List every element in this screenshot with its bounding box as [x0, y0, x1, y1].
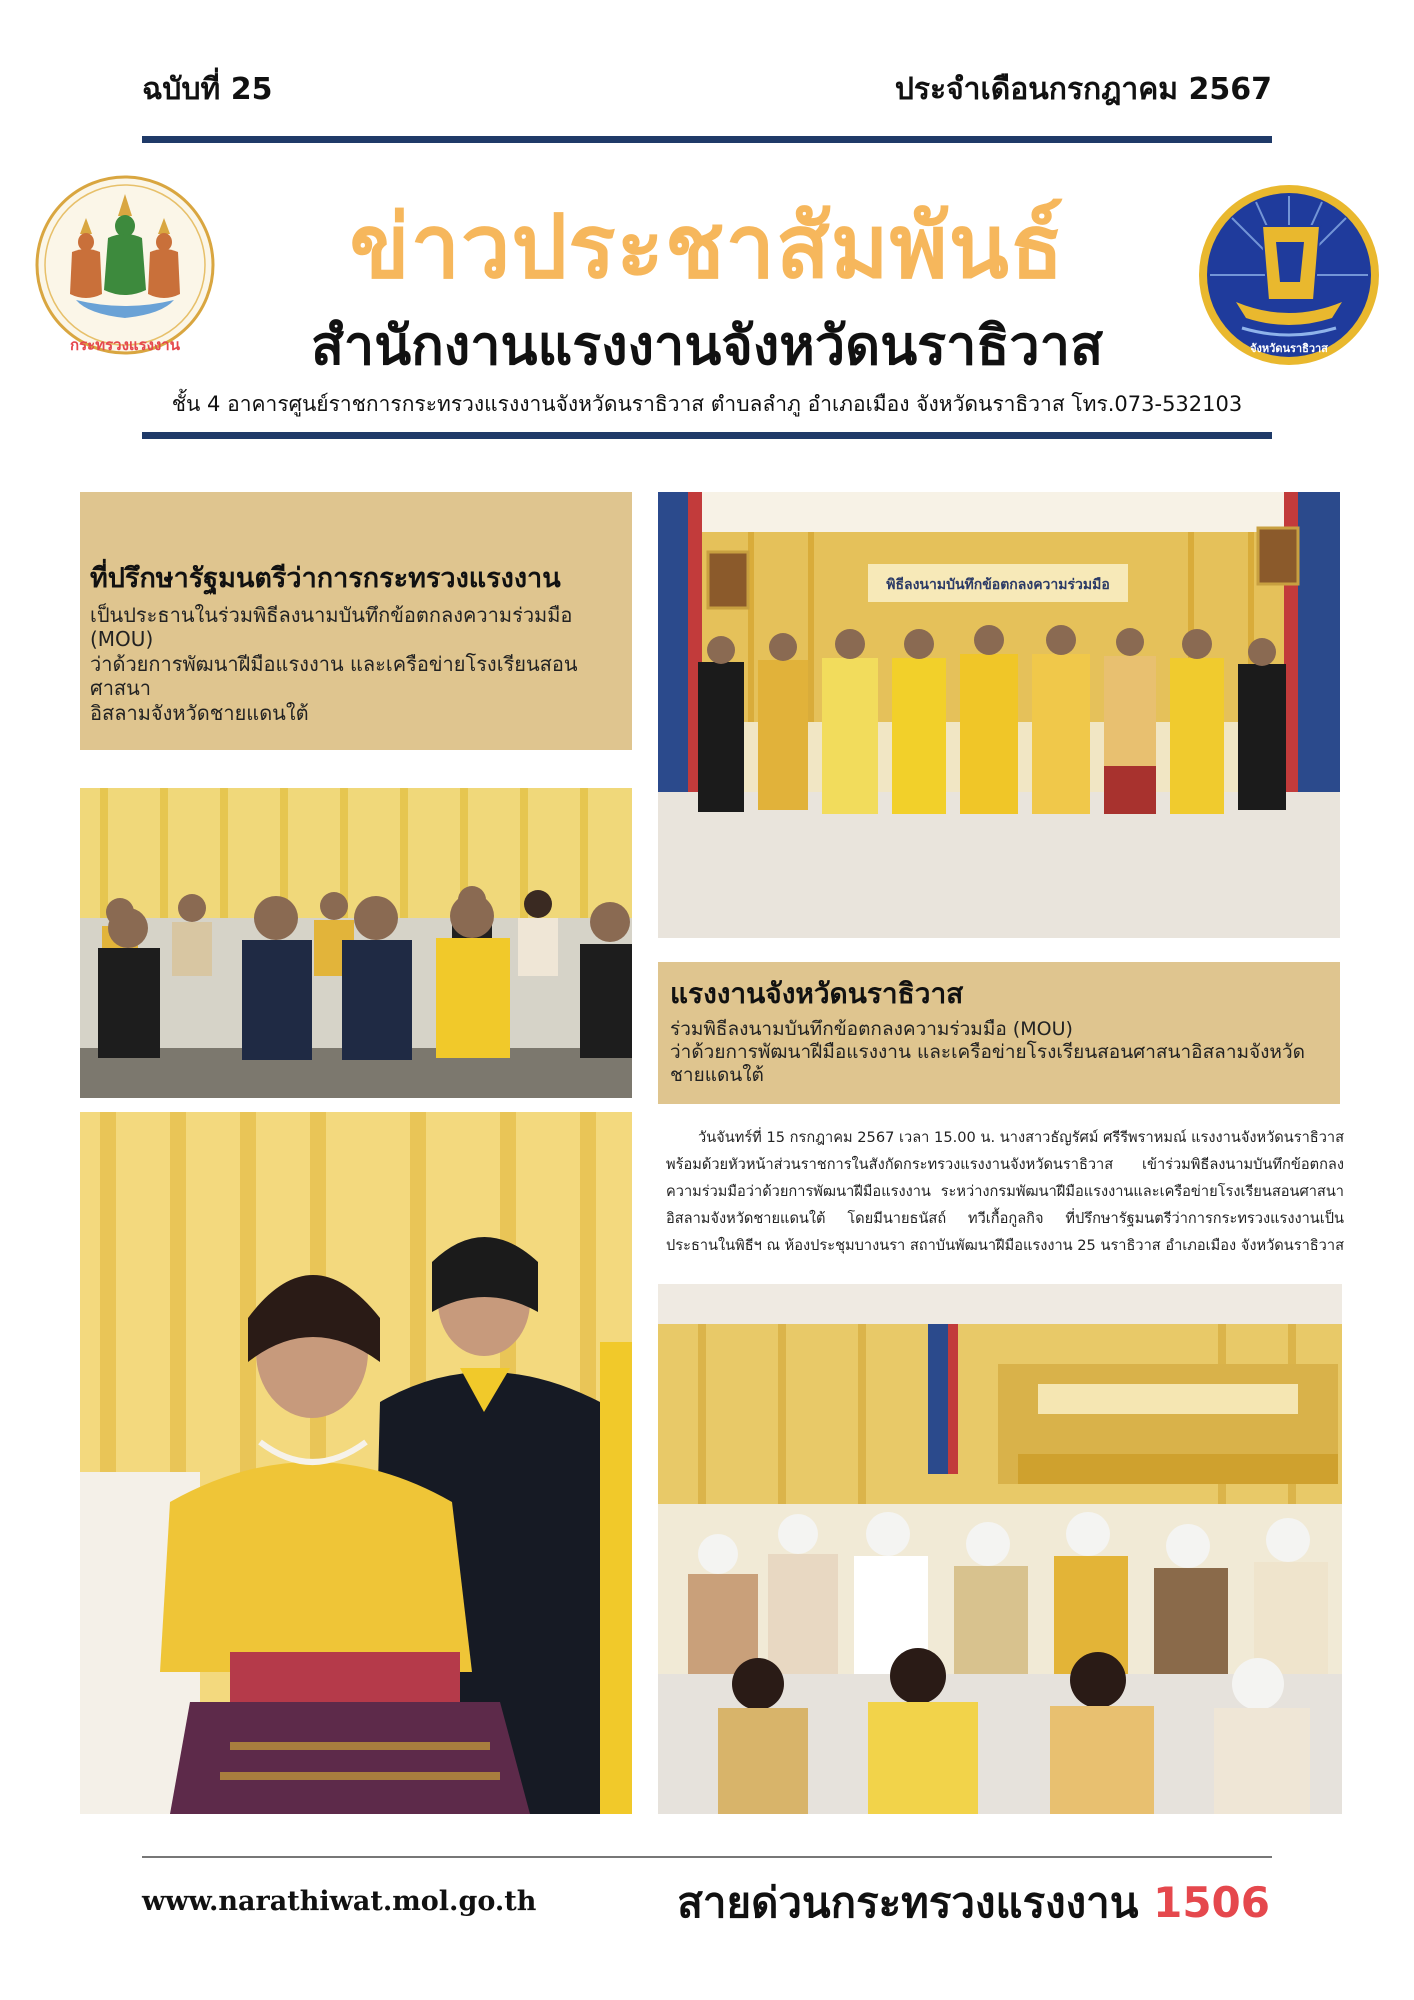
ministry-of-labour-logo	[32, 172, 218, 362]
hotline	[677, 1870, 1270, 1936]
hotline-label: สายด่วนกระทรวงแรงงาน	[677, 1878, 1139, 1927]
caption-provincial-title: แรงงานจังหวัดนราธิวาส	[670, 977, 964, 1010]
caption-advisor-title: ที่ปรึกษารัฐมนตรีว่าการกระทรวงแรงงาน	[90, 563, 561, 594]
footer-divider	[142, 1856, 1272, 1858]
caption-advisor-line: อิสลามจังหวัดชายแดนใต้	[90, 700, 309, 725]
issue-month: ประจำเดือนกรกฎาคม 2567	[894, 72, 1272, 107]
photo-audience-hall	[658, 1284, 1342, 1814]
caption-advisor-line: เป็นประธานในร่วมพิธีลงนามบันทึกข้อตกลงความร่วมมือ (MOU)	[90, 603, 573, 652]
caption-provincial-line: ว่าด้วยการพัฒนาฝีมือแรงงาน และเครือข่ายโรงเรียนสอนศาสนาอิสลามจังหวัด	[670, 1041, 1305, 1064]
caption-provincial-line: ชายแดนใต้	[670, 1064, 764, 1087]
photo-two-women-portrait	[80, 1112, 632, 1814]
website-url[interactable]: www.narathiwat.mol.go.th	[142, 1886, 537, 1917]
photo-seated-guests	[80, 788, 632, 1098]
header-divider-bottom	[142, 432, 1272, 439]
caption-box-provincial-labour	[658, 962, 1340, 1104]
stage-banner-text: พิธีลงนามบันทึกข้อตกลงความร่วมมือ	[886, 577, 1110, 593]
office-address: ชั้น 4 อาคารศูนย์ราชการกระทรวงแรงงานจังหวัดนราธิวาส ตำบลลำภู อำเภอเมือง จังหวัดนราธิวาส โทร.073-532103	[171, 392, 1243, 416]
photo-group-on-stage	[658, 492, 1340, 938]
caption-advisor-line: ว่าด้วยการพัฒนาฝีมือแรงงาน และเครือข่ายโรงเรียนสอนศาสนา	[90, 651, 578, 701]
page-title: ข่าวประชาสัมพันธ์	[349, 195, 1065, 298]
header-divider-top	[142, 136, 1272, 143]
caption-provincial-line: ร่วมพิธีลงนามบันทึกข้อตกลงความร่วมมือ (MOU)	[670, 1018, 1073, 1040]
article-paragraph: วันจันทร์ที่ 15 กรกฎาคม 2567 เวลา 15.00 น. นางสาวธัญรัศม์ ศรีรีพราหมณ์ แรงงานจังหวัดนราธิวาส พร้อมด้วยหัวหน้าส่วนราชการในสังกัดกระทรวงแรงงานจังหวัดนราธิวาส เข้าร่วมพิธีลงนามบันทึกข้อตกลงความร่วมมือว่าด้วยการพัฒนาฝีมือแรงงาน ระหว่างกรมพัฒนาฝีมือแรงงานและเครือข่ายโรงเรียนสอนศาสนาอิสลามจังหวัดชายแดนใต้ โดยมีนายธนัสถ์ ทวีเกื้อกูลกิจ ที่ปรึกษารัฐมนตรีว่าการกระทรวงแรงงานเป็นประธานในพิธีฯ ณ ห้องประชุมบางนรา สถาบันพัฒนาฝีมือแรงงาน 25 นราธิวาส อำเภอเมือง จังหวัดนราธิวาส	[666, 1129, 1344, 1254]
issue-number: ฉบับที่ 25	[142, 72, 273, 107]
ministry-logo-lettering: กระทรวงแรงงาน	[70, 336, 180, 354]
province-seal-lettering: จังหวัดนราธิวาส	[1250, 342, 1328, 355]
hotline-number: 1506	[1153, 1878, 1270, 1927]
caption-provincial-body	[670, 1018, 1330, 1088]
narathiwat-province-seal	[1196, 182, 1382, 368]
office-name: สำนักงานแรงงานจังหวัดนราธิวาส	[310, 314, 1104, 377]
caption-advisor-body	[90, 603, 622, 725]
caption-box-advisor	[80, 492, 632, 750]
